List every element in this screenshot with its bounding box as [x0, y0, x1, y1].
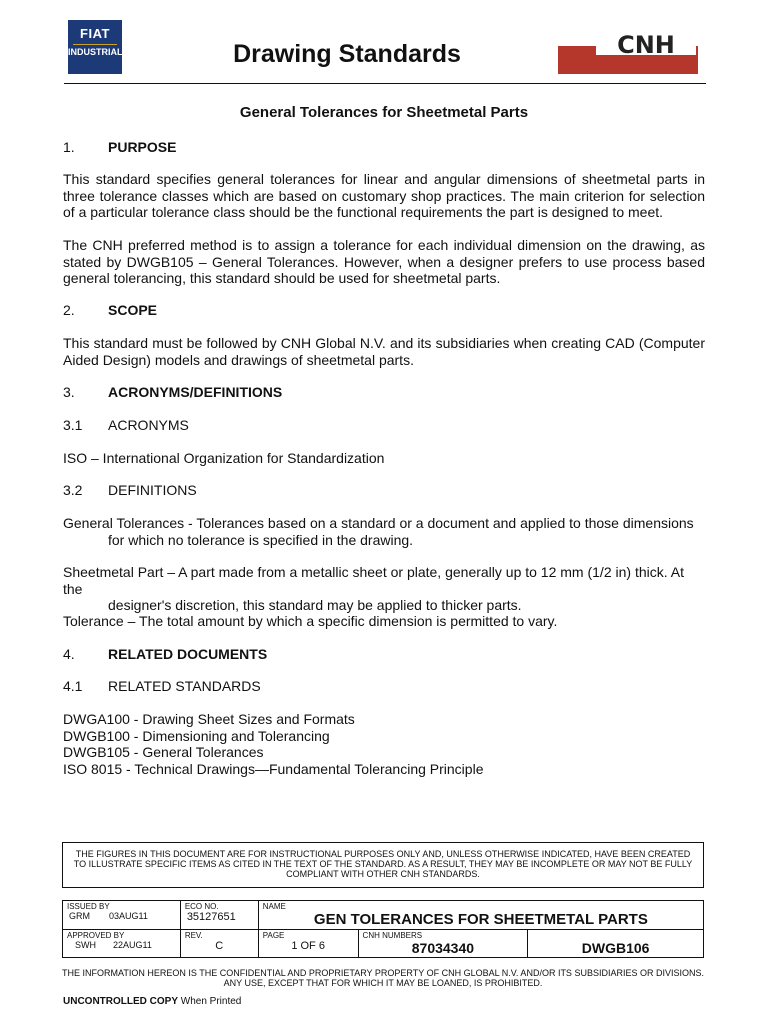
cnh-numbers-label: CNH NUMBERS: [362, 931, 423, 940]
acronym-iso: ISO – International Organization for Standardization: [63, 450, 385, 466]
definition-tolerance: Tolerance – The total amount by which a specific dimension is permitted to vary.: [63, 613, 558, 629]
section-number: 3.1: [63, 417, 83, 433]
rev-label: REV.: [184, 931, 203, 940]
definition-sheetmetal-part: [63, 564, 705, 614]
issued-by-cell: [63, 901, 181, 930]
section-3-2-heading: [63, 482, 197, 498]
definition-continuation: for which no tolerance is specified in the drawing.: [108, 531, 414, 548]
section-2-heading: [63, 302, 157, 318]
section-title: ACRONYMS: [108, 417, 189, 433]
header-divider: [64, 83, 706, 84]
page-title: Drawing Standards: [233, 40, 461, 68]
eco-value: 35127651: [186, 911, 236, 923]
approved-by-name: SWH: [75, 940, 96, 950]
section-number: 2.: [63, 302, 75, 318]
document-subtitle: General Tolerances for Sheetmetal Parts: [239, 104, 529, 121]
approved-by-value: [67, 940, 176, 950]
section-title: RELATED STANDARDS: [108, 678, 261, 694]
uncontrolled-copy-footer: [63, 996, 241, 1007]
eco-cell: [180, 901, 258, 930]
cnh-number-secondary: DWGB106: [581, 940, 650, 956]
issued-by-label: ISSUED BY: [67, 902, 110, 911]
issued-by-name: GRM: [69, 911, 90, 921]
fiat-logo-text: FIAT: [80, 26, 110, 41]
scope-paragraph: This standard must be followed by CNH Global N.V. and its subsidiaries when creating CAD (Computer Aided Design) models and drawings of sheetmetal parts.: [63, 335, 705, 368]
definition-text: Sheetmetal Part – A part made from a metallic sheet or plate, generally up to 12 mm (1/2 in) thick. At the: [63, 564, 684, 597]
definition-continuation: designer's discretion, this standard may be applied to thicker parts.: [108, 597, 522, 613]
fiat-logo-subtext: INDUSTRIAL: [68, 47, 123, 57]
confidentiality-statement: THE INFORMATION HEREON IS THE CONFIDENTIAL AND PROPRIETARY PROPERTY OF CNH GLOBAL N.V. AND/OR ITS SUBSIDIARIES OR DIVISIONS. ANY USE, EXCEPT THAT FOR WHICH IT MAY BE LOANED, IS PROHIBITED.: [62, 968, 704, 988]
rev-cell: [180, 930, 258, 958]
approved-by-cell: [63, 930, 181, 958]
section-title: RELATED DOCUMENTS: [108, 646, 268, 662]
cnh-logo-text: CNH: [617, 32, 675, 59]
title-block: [62, 900, 704, 958]
issued-by-value: [67, 911, 176, 921]
purpose-paragraph-1: This standard specifies general tolerances for linear and angular dimensions of sheetmetal parts in three tolerance classes which are based on customary shop practices. The main criterion for selection of a particular tolerance class should be the functional requirements the part is designed to meet.: [63, 171, 705, 220]
cnh-number-cell-2: [528, 930, 704, 958]
cnh-logo: [558, 32, 698, 74]
section-3-1-heading: [63, 417, 189, 433]
cnh-number-primary: 87034340: [411, 940, 475, 956]
section-1-heading: [63, 139, 176, 155]
name-label: NAME: [262, 902, 286, 911]
related-standard-item: DWGA100 - Drawing Sheet Sizes and Formats: [63, 711, 355, 727]
section-title: ACRONYMS/DEFINITIONS: [108, 384, 283, 400]
document-name: GEN TOLERANCES FOR SHEETMETAL PARTS: [313, 911, 648, 928]
approved-by-label: APPROVED BY: [67, 931, 125, 940]
uncontrolled-copy-label: UNCONTROLLED COPY: [63, 996, 178, 1007]
page-cell: [258, 930, 358, 958]
instructional-notice: THE FIGURES IN THIS DOCUMENT ARE FOR INSTRUCTIONAL PURPOSES ONLY AND, UNLESS OTHERWISE INDICATED, HAVE BEEN CREATED TO ILLUSTRATE SPECIFIC ITEMS AS CITED IN THE TEXT OF THE STANDARD. AS A RESULT, THEY MAY BE INCOMPLETE OR MAY NOT BE FULLY COMPLIANT WITH OTHER CNH STANDARDS.: [62, 842, 704, 888]
rev-value: C: [215, 940, 224, 952]
section-4-heading: [63, 646, 267, 662]
issued-by-date: 03AUG11: [109, 911, 148, 921]
approved-by-date: 22AUG11: [113, 940, 152, 950]
page-label: PAGE: [262, 931, 285, 940]
purpose-paragraph-2: The CNH preferred method is to assign a tolerance for each individual dimension on the drawing, as stated by DWGB105 – General Tolerances. However, when a designer prefers to use process based general tolerancing, this standard should be used for sheetmetal parts.: [63, 237, 705, 286]
section-number: 3.2: [63, 482, 83, 498]
cnh-number-cell: [358, 930, 528, 958]
section-4-1-heading: [63, 678, 261, 694]
section-3-heading: [63, 384, 282, 400]
related-standards-list: [63, 711, 483, 777]
section-number: 1.: [63, 139, 75, 155]
related-standard-item: DWGB100 - Dimensioning and Tolerancing: [63, 727, 330, 744]
section-number: 4.1: [63, 678, 83, 694]
section-number: 3.: [63, 384, 75, 400]
definition-text: General Tolerances - Tolerances based on a standard or a document and applied to those dimensions: [63, 515, 694, 531]
eco-label: ECO NO.: [184, 902, 219, 911]
page-value: 1 OF 6: [291, 940, 325, 952]
section-title: PURPOSE: [108, 139, 177, 155]
related-standard-item: ISO 8015 - Technical Drawings—Fundamental Tolerancing Principle: [63, 760, 484, 777]
definition-general-tolerances: [63, 515, 705, 548]
section-number: 4.: [63, 646, 75, 662]
section-title: DEFINITIONS: [108, 482, 197, 498]
related-standard-item: DWGB105 - General Tolerances: [63, 744, 264, 760]
section-title: SCOPE: [108, 302, 158, 318]
when-printed-text: When Printed: [180, 996, 242, 1007]
name-cell: [258, 901, 703, 930]
